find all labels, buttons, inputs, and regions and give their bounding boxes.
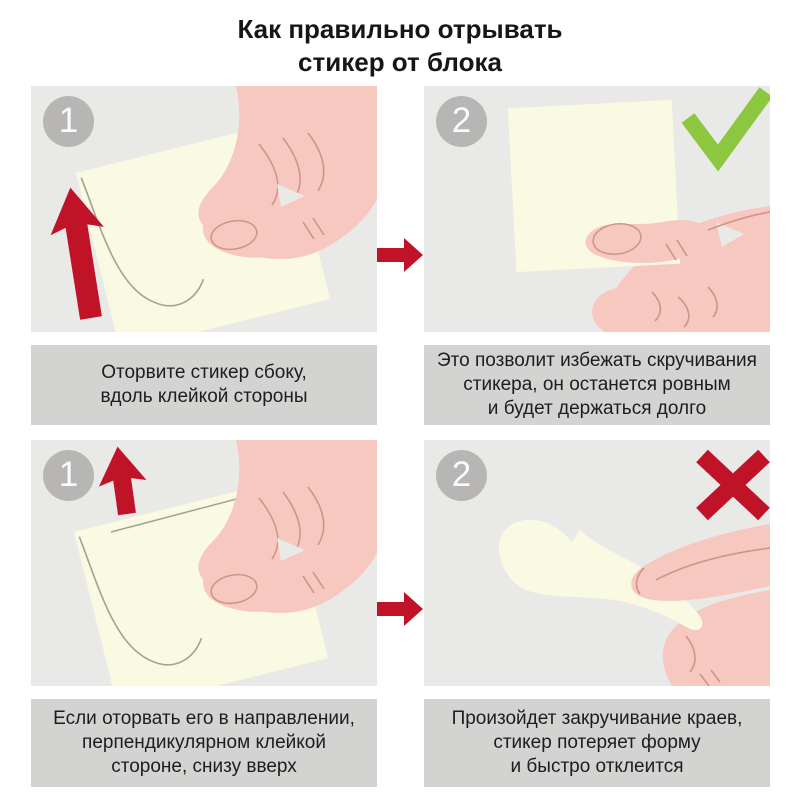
caption-line: и быстро отклеится	[510, 755, 684, 777]
illustration-step1-wrong	[31, 440, 377, 686]
title-line-1: Как правильно отрывать	[237, 14, 563, 44]
hand-illustration	[198, 86, 377, 259]
illustration-step1-correct	[31, 86, 377, 332]
illustration-step2-correct	[424, 86, 770, 332]
check-icon	[688, 92, 766, 158]
step-1-correct	[31, 86, 377, 425]
step-number-badge: 2	[436, 450, 487, 501]
step-caption	[424, 699, 770, 787]
right-arrow-icon	[377, 591, 423, 627]
caption-line: стороне, снизу вверх	[111, 755, 297, 777]
cross-icon	[702, 456, 764, 514]
caption-line: Оторвите стикер сбоку,	[101, 362, 307, 384]
step-number-badge: 1	[43, 96, 94, 147]
caption-line: Если оторвать его в направлении,	[53, 708, 355, 730]
caption-line: стикера, он останется ровным	[463, 374, 731, 396]
step-number-badge: 2	[436, 96, 487, 147]
up-arrow-icon	[94, 443, 151, 517]
caption-line: и будет держаться долго	[487, 397, 707, 419]
right-arrow-icon	[377, 237, 423, 273]
illustration-step2-wrong	[424, 440, 770, 686]
caption-line: Произойдет закручивание краев,	[451, 708, 743, 730]
title-line-2: стикер от блока	[298, 46, 502, 77]
step-number-badge: 1	[43, 450, 94, 501]
step-2-wrong-result	[424, 440, 770, 787]
caption-line: Это позволит избежать скручивания	[437, 350, 757, 372]
caption-line: перпендикулярном клейкой	[82, 732, 326, 754]
step-2-correct-result	[424, 86, 770, 425]
caption-line: стикер потеряет форму	[493, 732, 701, 754]
step-1-wrong	[31, 440, 377, 787]
step-caption	[31, 699, 377, 787]
caption-line: вдоль клейкой стороны	[100, 386, 308, 407]
step-caption	[31, 345, 377, 425]
page-title	[0, 13, 800, 78]
step-caption	[424, 345, 770, 425]
hand-illustration	[198, 440, 377, 613]
index-finger-illustration	[631, 524, 770, 601]
